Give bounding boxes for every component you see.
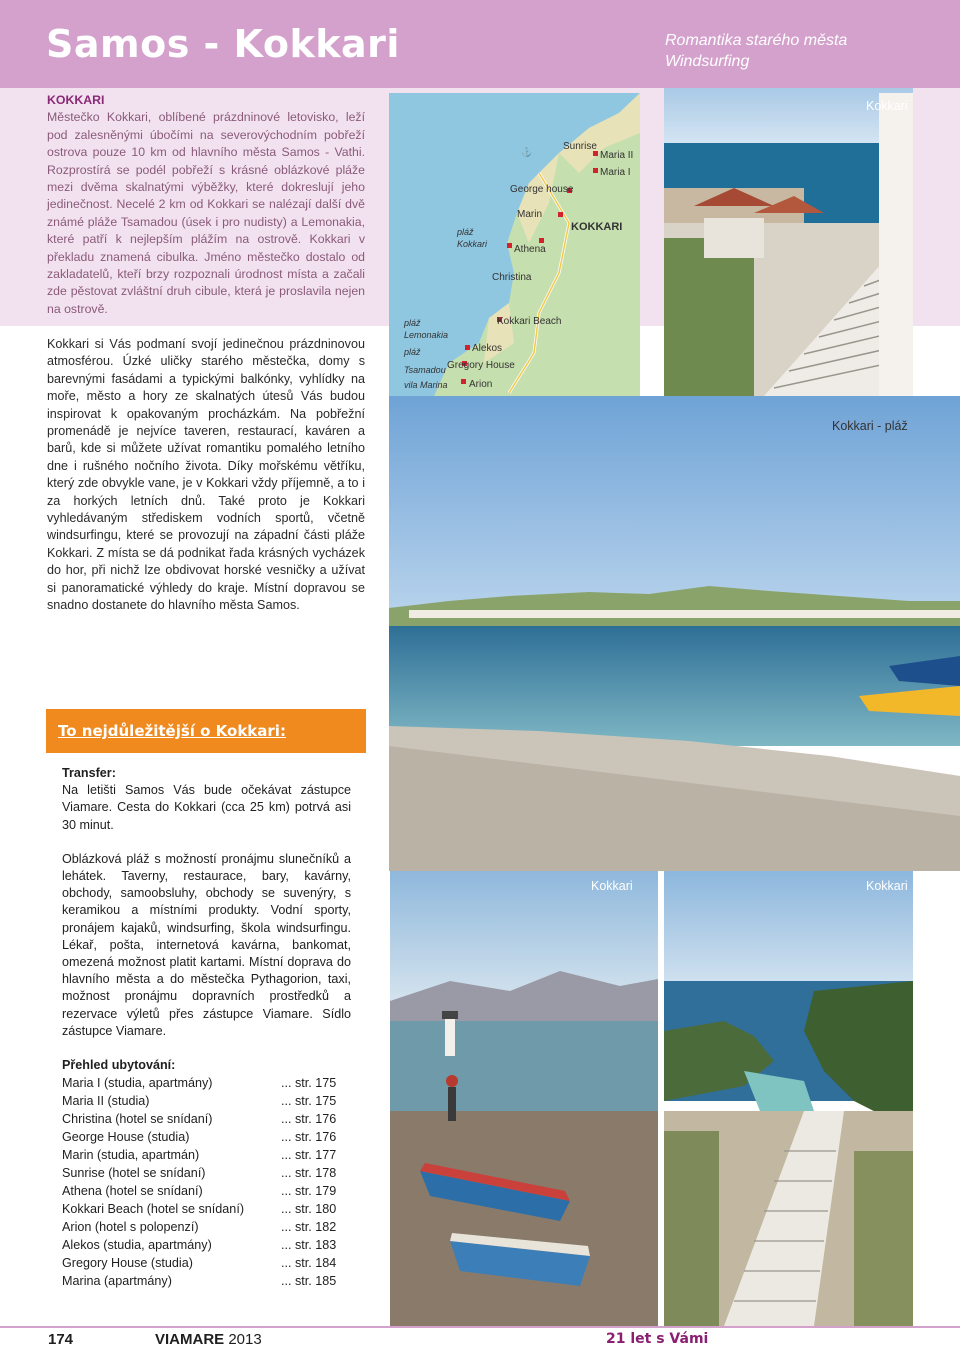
map-label: Kokkari — [457, 239, 488, 249]
accommodation-row: Kokkari Beach (hotel se snídaní) ... str. 180 — [62, 1202, 337, 1217]
map-label: Sunrise — [563, 141, 597, 152]
brand-year: 2013 — [228, 1331, 262, 1348]
accommodation-row: Arion (hotel s polopenzí) ... str. 182 — [62, 1220, 337, 1235]
map-label: Christina — [492, 272, 532, 283]
accommodation-row: Maria II (studia) ... str. 175 — [62, 1094, 337, 1109]
body-text: Kokkari si Vás podmaní svojí jedinečnou prázdninovou atmosférou. Úzké uličky starého městečka, domy s barevnými fasádami a typickými balkónky, vyhlídky na moře, město a hory ze skalnatých útesů Vás budou inspirovat k opakovaným procházkám. Na pobřežní promenádě je nejvíce taveren, restaurací, kaváren a barů, kde si můžete užívat romantiku pomalého letního dne i rušného nočního života. Díky mořskému větříku, který zde obvykle vane, je v Kokkari vždy příjemně, a to i za horkých letních dnů. Také proto je Kokkari vyhledávaným střediskem vodních sportů, včetně windsurfingu, které se provozují na západní části pláže Kokkari. Z místa se dá podnikat řada krásných vycházek do hor, při nichž lze obdivovat horské vesničky a užívat si panoramatické výhledy do kraje. Místní dopravou se snadno dostanete do hlavního města Samos. — [47, 337, 365, 613]
svg-text:⚓: ⚓ — [521, 147, 533, 157]
intro-section — [47, 92, 365, 318]
brand-name: VIAMARE — [155, 1331, 225, 1348]
transfer-label: Transfer: — [62, 766, 116, 780]
footer-brand — [155, 1331, 262, 1348]
caption-kokkari-right: Kokkari — [866, 879, 908, 893]
accommodation-row: Marin (studia, apartmán) ... str. 177 — [62, 1148, 337, 1163]
map-label: KOKKARI — [571, 221, 623, 233]
beach-photo — [389, 396, 960, 871]
page-title: Samos - Kokkari — [46, 22, 400, 66]
map-label: Gregory House — [447, 360, 515, 371]
accommodation-row: Christina (hotel se snídaní) ... str. 176 — [62, 1112, 337, 1127]
map-label: Maria II — [600, 150, 634, 161]
key-info-body — [62, 765, 351, 1290]
tagline-line-2: Windsurfing — [665, 53, 750, 70]
transfer-text: Na letišti Samos Vás bude očekávat zástupce Viamare. Cesta do Kokkari (cca 25 km) potrvá asi 30 minut. — [62, 783, 351, 832]
accommodation-row: Alekos (studia, apartmány) ... str. 183 — [62, 1238, 337, 1253]
map-label: Athena — [514, 244, 546, 255]
map-label: pláž — [457, 227, 474, 237]
map-label: Tsamadou — [404, 365, 446, 375]
caption-beach: Kokkari - pláž — [832, 419, 908, 433]
page-number: 174 — [48, 1331, 74, 1348]
kokkari-map — [389, 93, 640, 396]
accommodation-row: Maria I (studia, apartmány) ... str. 175 — [62, 1076, 337, 1091]
cove-photo — [664, 871, 913, 1326]
map-label: Arion — [469, 379, 493, 390]
map-label: Marin — [517, 209, 543, 220]
map-label: vila Marina — [404, 380, 448, 390]
key-info-header — [46, 709, 366, 753]
tagline-line-1: Romantika starého města — [665, 32, 848, 49]
accommodation-row: Marina (apartmány) ... str. 185 — [62, 1274, 337, 1289]
key-info-heading: To nejdůležitější o Kokkari: — [58, 722, 286, 740]
map-label: pláž — [404, 318, 421, 328]
accommodation-row: Gregory House (studia) ... str. 184 — [62, 1256, 337, 1271]
tagline — [665, 30, 847, 72]
accommodation-row: Athena (hotel se snídaní) ... str. 179 — [62, 1184, 337, 1199]
key-info-box — [46, 709, 366, 1324]
caption-kokkari-top: Kokkari — [866, 99, 908, 113]
caption-kokkari-left: Kokkari — [591, 879, 633, 893]
footer-slogan: 21 let s Vámi — [606, 1331, 709, 1347]
map-label: Alekos — [472, 343, 503, 354]
map-label: Maria I — [600, 167, 631, 178]
footer-rule — [0, 1326, 960, 1328]
map-label: pláž — [404, 347, 421, 357]
map-label: Lemonakia — [404, 330, 449, 340]
intro-text: Městečko Kokkari, oblíbené prázdninové letovisko, leží pod zalesněnými úbočími na severovýchodním pobřeží ostrova pouze 10 km od hlavního města Samos - Vathi. Rozprostírá se podél pobřeží s krásné oblázkové pláže mezi dvěma skalnatými výběžky, které dokreslují jeho jedinečnost. Necelé 2 km od Kokkari se nalézají další dvě známé pláže Tsamadou (úsek i pro nudisty) a Lemonakia, které patří k nejlepším plážím na ostrově. Kokkari v překladu znamená cibulka. Jméno městečko dostalo od zakladatelů, kteří brzy rozpoznali úrodnost místa a začali zde pěstovat zvláštní druh cibule, která je proslavila nejen na ostrově. — [47, 110, 365, 316]
map-label: George house — [510, 184, 574, 195]
intro-heading: KOKKARI — [47, 93, 105, 107]
services-text: Oblázková pláž s možností pronájmu slunečníků a lehátek. Taverny, restaurace, bary, kavárny, obchody, samoobsluhy, obchody se suvenýry, s keramikou a místními produkty. Vodní sporty, pronájem kajaků, windsurfing, škola windsurfingu. Lékař, pošta, internetová kavárna, bankomat, omezená možnost platit kartami. Místní doprava do hlavního města a do městečka Pythagorion, taxi, možnost pronájmu dopravních prostředků a rezervace výletů přes zástupce Viamare. Sídlo zástupce Viamare. — [62, 851, 351, 1038]
accommodation-label: Přehled ubytování: — [62, 1058, 176, 1073]
accommodation-list — [62, 1074, 351, 1290]
accommodation-row: Sunrise (hotel se snídaní) ... str. 178 — [62, 1166, 337, 1181]
map-label: Kokkari Beach — [497, 316, 562, 327]
stairs-photo — [664, 88, 913, 396]
boat-photo — [390, 871, 658, 1326]
accommodation-row: George House (studia) ... str. 176 — [62, 1130, 337, 1145]
